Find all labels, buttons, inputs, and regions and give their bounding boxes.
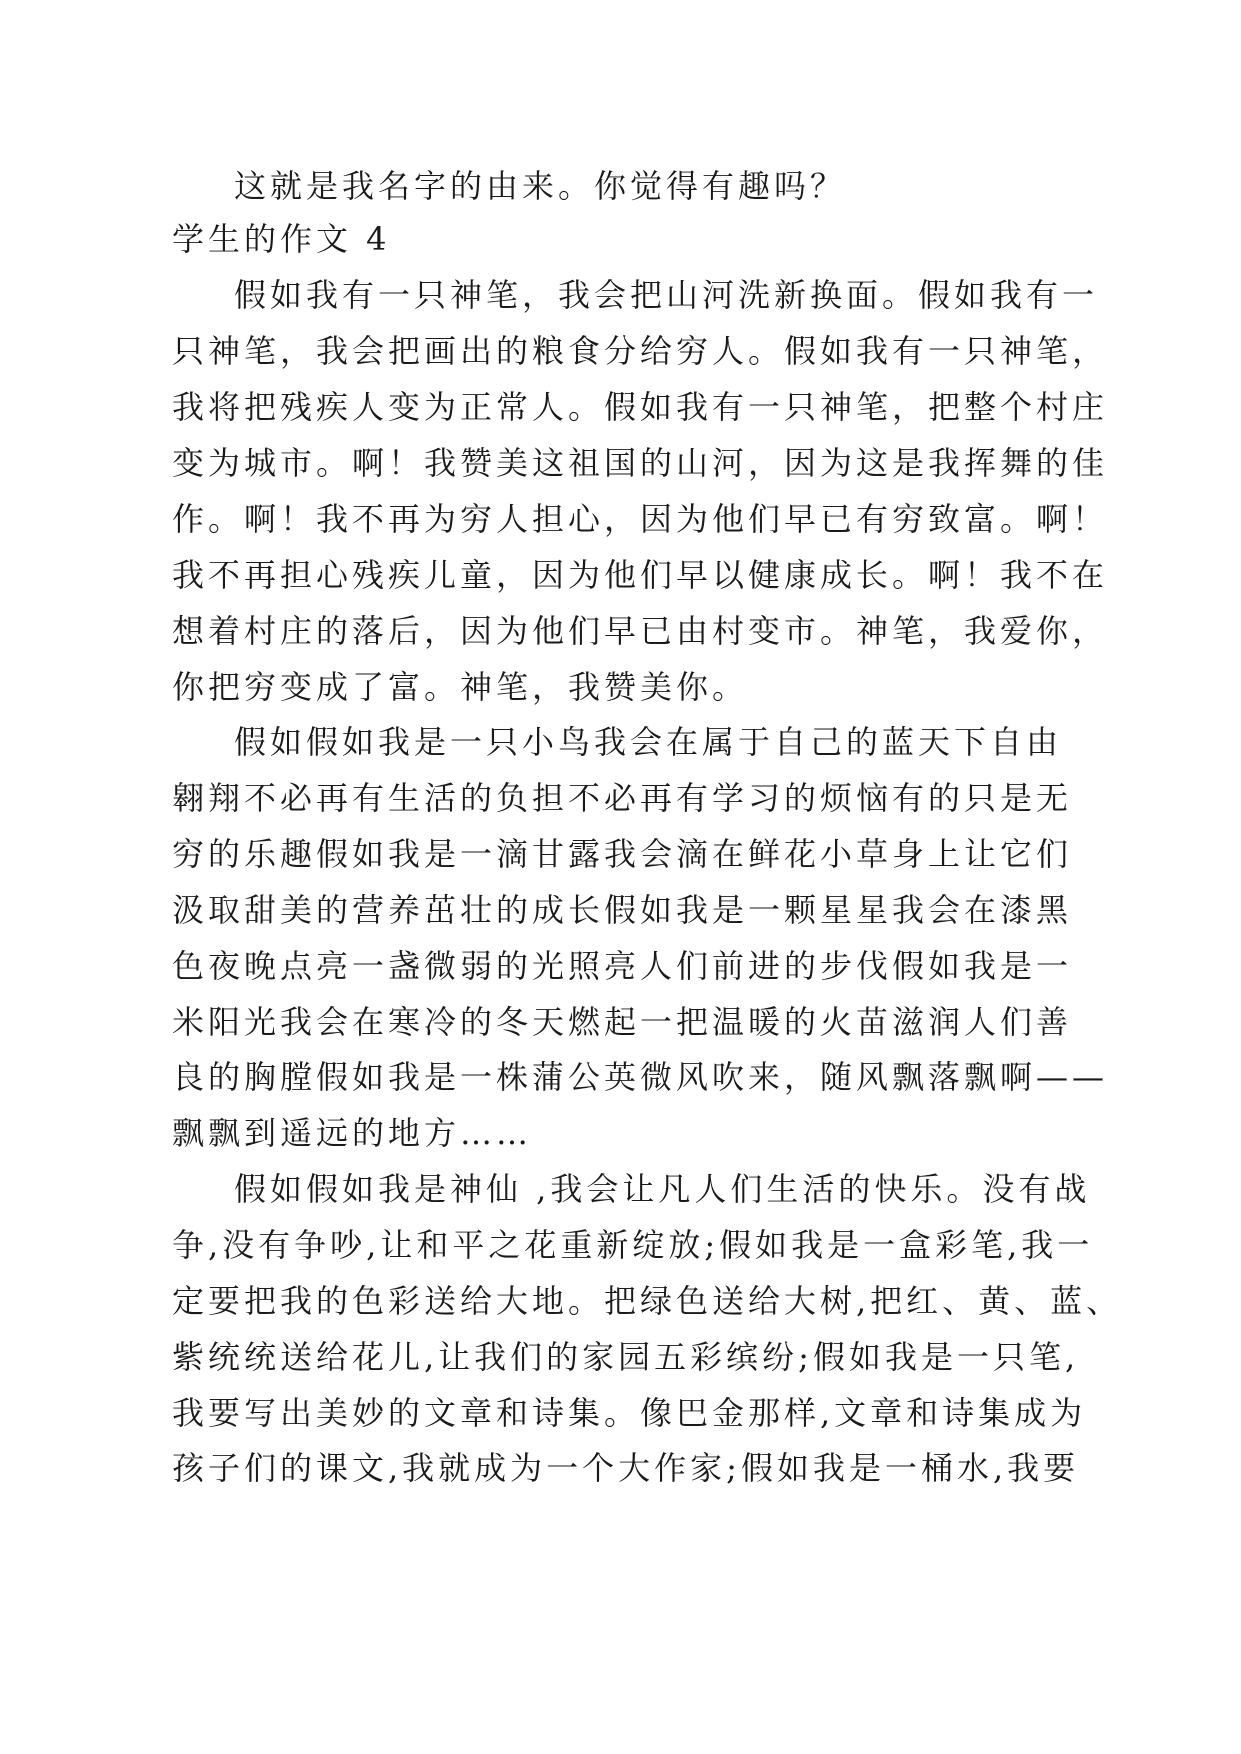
text-line: 米阳光我会在寒冷的冬天燃起一把温暖的火苗滋润人们善: [172, 1003, 1073, 1041]
text-line: 我将把残疾人变为正常人。假如我有一只神笔，把整个村庄: [172, 388, 1109, 426]
text-line: 你把穷变成了富。神笔，我赞美你。: [172, 668, 749, 706]
text-line: 翱翔不必再有生活的负担不必再有学习的烦恼有的只是无: [172, 779, 1073, 817]
text-line: 假如假如我是神仙 ,我会让凡人们生活的快乐。没有战: [234, 1170, 1091, 1208]
text-line: 这就是我名字的由来。你觉得有趣吗？: [234, 167, 847, 205]
text-line: 色夜晚点亮一盏微弱的光照亮人们前进的步伐假如我是一: [172, 947, 1073, 985]
text-line: 穷的乐趣假如我是一滴甘露我会滴在鲜花小草身上让它们: [172, 835, 1073, 873]
text-line: 孩子们的课文,我就成为一个大作家;假如我是一桶水,我要: [172, 1449, 1080, 1487]
text-line: 争,没有争吵,让和平之花重新绽放;假如我是一盒彩笔,我一: [172, 1226, 1094, 1264]
text-line: 汲取甜美的营养茁壮的成长假如我是一颗星星我会在漆黑: [172, 891, 1073, 929]
text-line: 作。啊！我不再为穷人担心，因为他们早已有穷致富。啊！: [172, 500, 1109, 538]
text-line: 想着村庄的落后，因为他们早已由村变市。神笔，我爱你，: [172, 612, 1109, 650]
text-line: 我要写出美妙的文章和诗集。像巴金那样,文章和诗集成为: [172, 1394, 1087, 1432]
text-line: 我不再担心残疾儿童，因为他们早以健康成长。啊！我不在: [172, 556, 1109, 594]
text-line: 假如我有一只神笔，我会把山河洗新换面。假如我有一: [234, 276, 1099, 314]
text-line: 变为城市。啊！我赞美这祖国的山河，因为这是我挥舞的佳: [172, 444, 1109, 482]
text-line: 飘飘到遥远的地方……: [172, 1114, 533, 1152]
text-line: 良的胸膛假如我是一株蒲公英微风吹来，随风飘落飘啊——: [172, 1058, 1109, 1096]
text-line: 只神笔，我会把画出的粮食分给穷人。假如我有一只神笔，: [172, 332, 1109, 370]
section-heading: 学生的作文 4: [172, 220, 391, 258]
text-line: 紫统统送给花儿,让我们的家园五彩缤纷;假如我是一只笔,: [172, 1338, 1080, 1376]
text-line: 假如假如我是一只小鸟我会在属于自己的蓝天下自由: [234, 723, 1063, 761]
text-line: 定要把我的色彩送给大地。把绿色送给大树,把红、黄、蓝、: [172, 1282, 1123, 1320]
